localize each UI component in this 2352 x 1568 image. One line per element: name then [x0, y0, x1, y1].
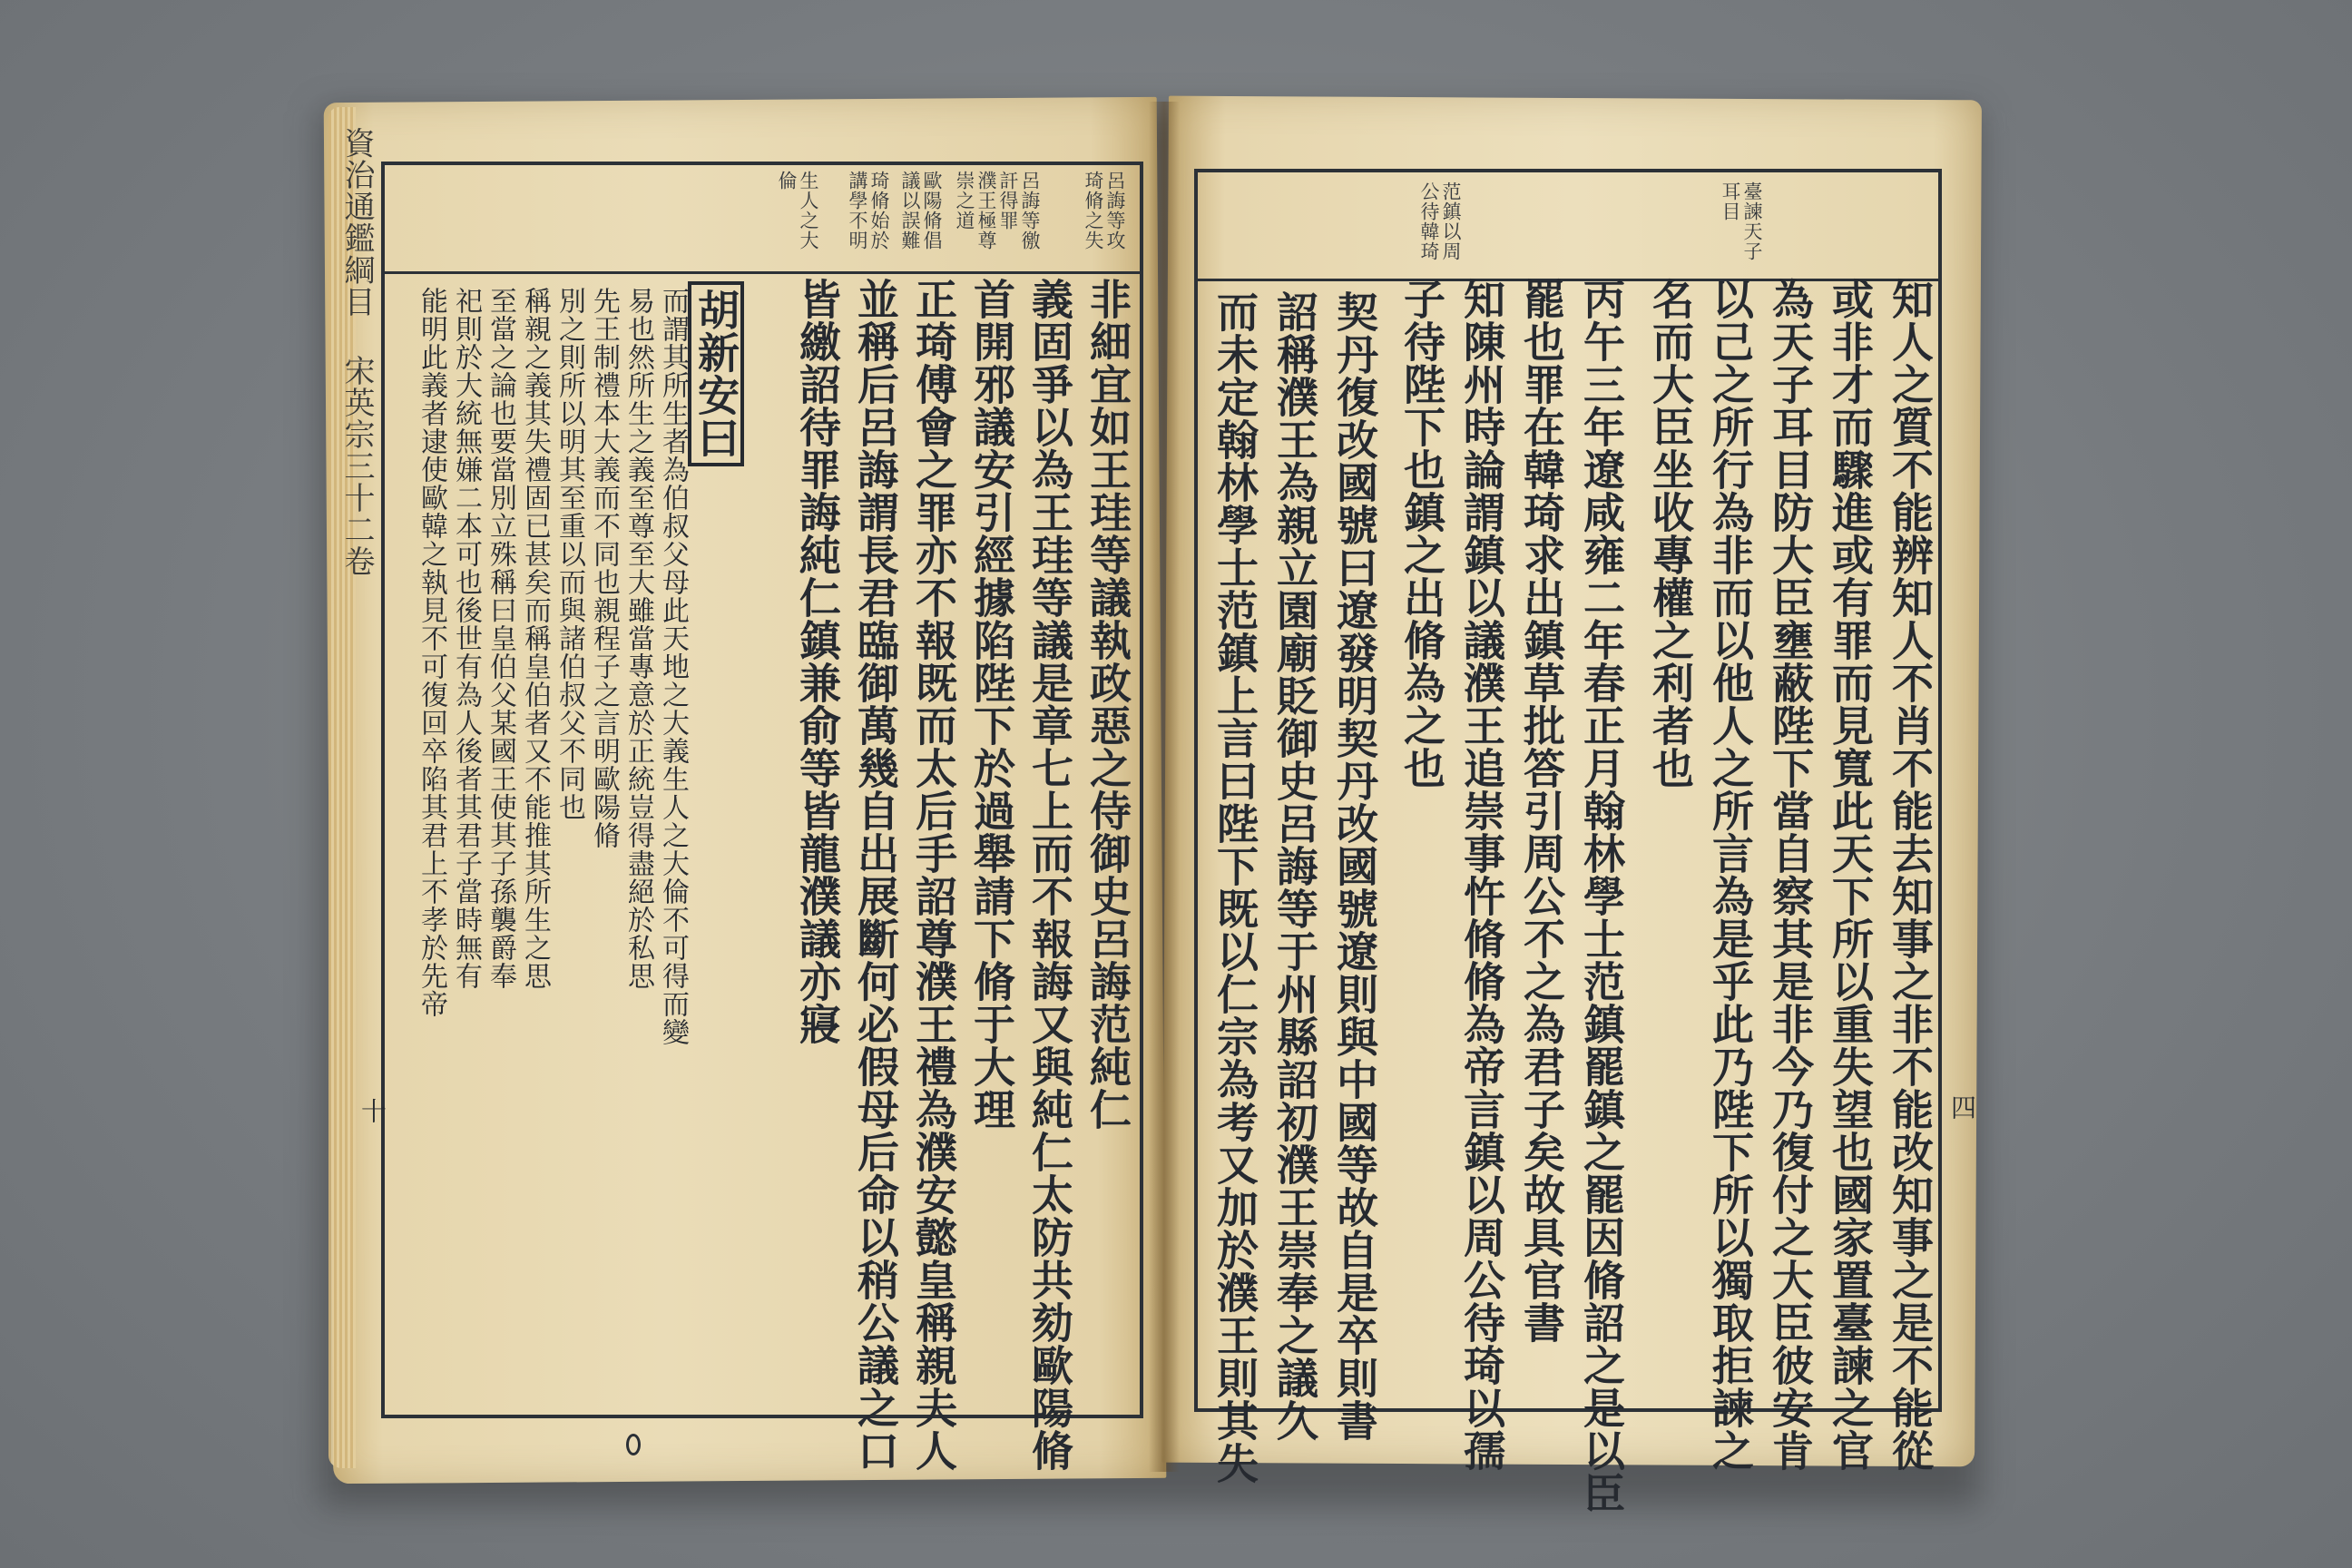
left-commentary-column: 稱親之義其失禮固已甚矣而稱皇伯者又不能推其所生之思 — [519, 287, 551, 990]
right-text-column: 丙午三年遼咸雍二年春正月翰林學士范鎮罷鎮之罷因脩詔之是以臣 — [1577, 278, 1626, 1514]
left-text-column: 義固爭以為王珪等議是章七上而不報誨又與純仁太防共劾歐陽脩 — [1025, 278, 1074, 1472]
left-text-column: 首開邪議安引經據陷陛下於過舉請下脩于大理 — [967, 278, 1016, 1131]
right-head-note: 公待韓琦 — [1418, 181, 1440, 261]
right-head-note: 臺諫天子 — [1741, 181, 1763, 261]
left-head-note: 崇之道 — [954, 171, 975, 230]
left-text-column: 皆繳詔待罪誨純仁鎮兼俞等皆龍濮議亦寢 — [793, 278, 842, 1045]
book-gutter — [1149, 102, 1180, 1472]
left-head-note: 琦脩始於 — [868, 171, 890, 250]
left-head-note: 訐得罪 — [997, 171, 1019, 230]
right-text-column: 知陳州時論謂鎮以議濮王追崇事忤脩脩為帝言鎮以周公待琦以孺 — [1457, 278, 1506, 1472]
binding-mark — [626, 1434, 641, 1455]
right-text-column: 知人之質不能辨知人不肖不能去知事之非不能改知事之是不能從 — [1886, 278, 1935, 1472]
left-head-note: 呂誨等攻 — [1104, 171, 1126, 250]
left-text-column: 正琦傅會之罪亦不報既而太后手詔尊濮王禮為濮安懿皇稱親夫人 — [909, 278, 958, 1472]
left-head-note: 生人之大 — [798, 171, 819, 250]
left-commentary-column: 而謂其所生者為伯叔父母此天地之大義生人之大倫不可得而變 — [657, 287, 689, 1046]
left-commentary-column: 先王制禮本大義而不同也親程子之言明歐陽脩 — [588, 287, 620, 849]
left-head-note: 議以誤難 — [899, 171, 921, 250]
left-commentary-column: 祀則於大統無嫌二本可也後世有為人後者其君子當時無有 — [450, 287, 482, 990]
right-head-note: 范鎮以周 — [1440, 181, 1462, 261]
left-head-note: 倫 — [776, 171, 798, 191]
right-text-column: 或非才而驟進或有罪而見寬此天下所以重失望也國家置臺諫之官 — [1826, 278, 1875, 1472]
right-page-number: 四 — [1947, 1094, 1977, 1121]
left-head-note: 濮王極尊 — [975, 171, 997, 250]
right-text-column: 名而大臣坐收專權之利者也 — [1646, 278, 1695, 789]
left-head-note: 講學不明 — [847, 171, 868, 250]
right-text-column: 契丹復改國號曰遼發明契丹改國號遼則與中國等故自是卒則書 — [1330, 290, 1379, 1442]
right-text-column: 詔稱濮王為親立園廟貶御史呂誨等于州縣詔初濮王崇奉之議久 — [1270, 290, 1319, 1442]
left-commentary-column: 別之則所以明其至重以而與諸伯叔父不同也 — [554, 287, 585, 821]
left-commentary-column: 易也然所生之義至尊至大雖當專意於正統豈得盡絕於私思 — [622, 287, 654, 990]
left-text-column: 並稱后呂誨謂長君臨御萬幾自出展斷何必假母后命以稍公議之口 — [851, 278, 900, 1472]
left-section-marker: 胡新安曰 — [688, 281, 744, 466]
right-text-column: 以己之所行為非而以他人之所言為是乎此乃陛下所以獨取拒諫之 — [1706, 278, 1755, 1472]
left-head-note: 呂誨等徼 — [1019, 171, 1041, 250]
right-text-column: 而未定翰林學士范鎮上言曰陛下既以仁宗為考又加於濮王則其失 — [1210, 290, 1259, 1485]
left-head-note: 琦脩之失 — [1083, 171, 1104, 250]
left-commentary-column: 能明此義者逮使歐韓之執見不可復回卒陷其君上不孝於先帝 — [416, 287, 447, 1018]
right-text-column: 子待陛下也鎮之出脩為之也 — [1397, 278, 1446, 789]
right-head-band — [1198, 172, 1938, 281]
right-text-column: 罷也罪在韓琦求出鎮草批答引周公不之為君子矣故具官書 — [1517, 278, 1566, 1344]
left-page-number: 十 — [358, 1098, 387, 1124]
left-text-column: 非細宜如王珪等議執政惡之侍御史呂誨范純仁 — [1083, 278, 1132, 1131]
left-margin-title: 資治通鑑綱目 宋英宗三十二卷 — [338, 127, 375, 577]
right-text-column: 為天子耳目防大臣壅蔽陛下當自察其是非今乃復付之大臣彼安肯 — [1766, 278, 1815, 1472]
right-head-note: 耳目 — [1720, 181, 1741, 221]
left-commentary-column: 至當之論也要當別立殊稱曰皇伯父某國王使其子孫襲爵奉 — [485, 287, 516, 990]
left-head-note: 歐陽脩倡 — [921, 171, 943, 250]
